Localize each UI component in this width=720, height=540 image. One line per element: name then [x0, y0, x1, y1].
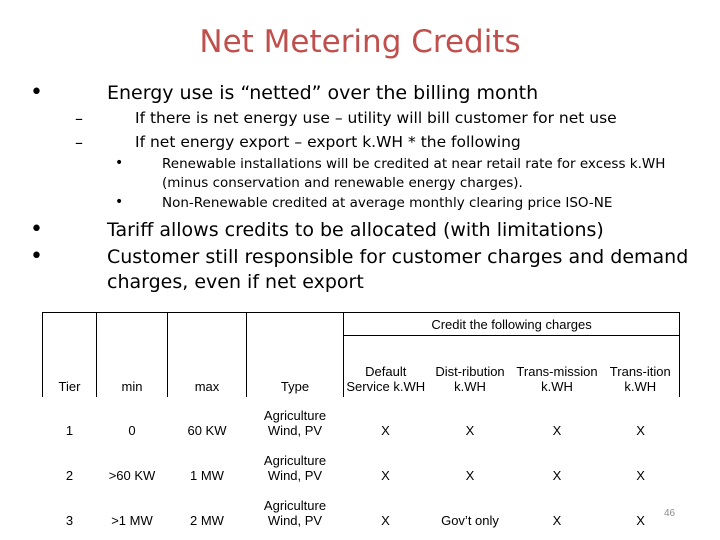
cell-transition: X — [636, 468, 645, 483]
bullet-marker: • — [30, 217, 43, 242]
column-header-default-service: Default Service k.WH — [344, 336, 428, 398]
bullet-customer-charges-line1: Customer still responsible for customer charges and demand — [107, 246, 689, 268]
cell-min: >1 MW — [111, 513, 153, 528]
sub-bullet-net-use: If there is net energy use – utility will bill customer for net use — [135, 109, 617, 127]
group-header-credit-charges: Credit the following charges — [344, 313, 680, 336]
cell-tier: 1 — [65, 423, 74, 438]
page-number: 46 — [664, 508, 676, 519]
sub-bullet-marker: – — [75, 133, 83, 152]
cell-distribution: X — [465, 423, 475, 438]
table-row — [43, 487, 680, 532]
cell-distribution: X — [465, 468, 475, 483]
header-spacer — [168, 313, 247, 336]
sub-sub-bullet-renewable-line1: Renewable installations will be credited at near retail rate for excess k.WH — [162, 156, 666, 172]
cell-type: Agriculture Wind, PV — [263, 453, 327, 483]
sub-bullet-net-export: If net energy export – export k.WH * the following — [135, 133, 521, 151]
sub-sub-bullet-nonrenewable: Non-Renewable credited at average monthly clearing price ISO-NE — [162, 195, 613, 211]
column-header-max: max — [168, 336, 247, 398]
bullet-marker: • — [30, 80, 43, 105]
bullet-energy-netted: Energy use is “netted” over the billing month — [107, 82, 539, 104]
cell-default-service: X — [381, 468, 390, 483]
credits-table — [42, 312, 680, 532]
header-spacer — [247, 313, 344, 336]
slide-title: Net Metering Credits — [199, 24, 521, 60]
cell-default-service: X — [381, 423, 390, 438]
column-header-distribution: Dist-ribution k.WH — [428, 336, 513, 398]
cell-type: Agriculture Wind, PV — [263, 408, 327, 438]
cell-tier: 2 — [65, 468, 74, 483]
cell-max: 2 MW — [190, 513, 224, 528]
cell-default-service: X — [381, 513, 390, 528]
bullet-marker: • — [30, 244, 43, 269]
cell-max: 60 KW — [187, 423, 227, 438]
table-row — [43, 442, 680, 487]
table-row — [43, 397, 680, 442]
bullet-tariff-credits: Tariff allows credits to be allocated (with limitations) — [107, 219, 604, 241]
cell-min: >60 KW — [108, 468, 156, 483]
column-header-transmission: Trans-mission k.WH — [513, 336, 602, 398]
sub-bullet-marker: – — [75, 109, 83, 128]
cell-type: Agriculture Wind, PV — [263, 498, 327, 528]
sub-sub-bullet-renewable-line2: (minus conservation and renewable energy charges). — [162, 175, 523, 191]
column-header-transition: Trans-ition k.WH — [602, 336, 680, 398]
cell-min: 0 — [128, 423, 136, 438]
header-spacer — [97, 313, 168, 336]
cell-transmission: X — [552, 513, 562, 528]
bullet-customer-charges-line2: charges, even if net export — [107, 271, 364, 293]
header-spacer — [43, 313, 97, 336]
cell-transition: X — [636, 423, 645, 438]
sub-sub-bullet-marker: • — [115, 194, 124, 210]
cell-max: 1 MW — [190, 468, 224, 483]
column-header-tier: Tier — [43, 336, 97, 398]
cell-transition: X — [636, 513, 645, 528]
sub-sub-bullet-marker: • — [115, 155, 124, 171]
column-header-type: Type — [247, 336, 344, 398]
cell-transmission: X — [552, 468, 562, 483]
cell-distribution: Gov’t only — [441, 513, 499, 528]
column-header-min: min — [97, 336, 168, 398]
cell-transmission: X — [552, 423, 562, 438]
cell-tier: 3 — [65, 513, 74, 528]
